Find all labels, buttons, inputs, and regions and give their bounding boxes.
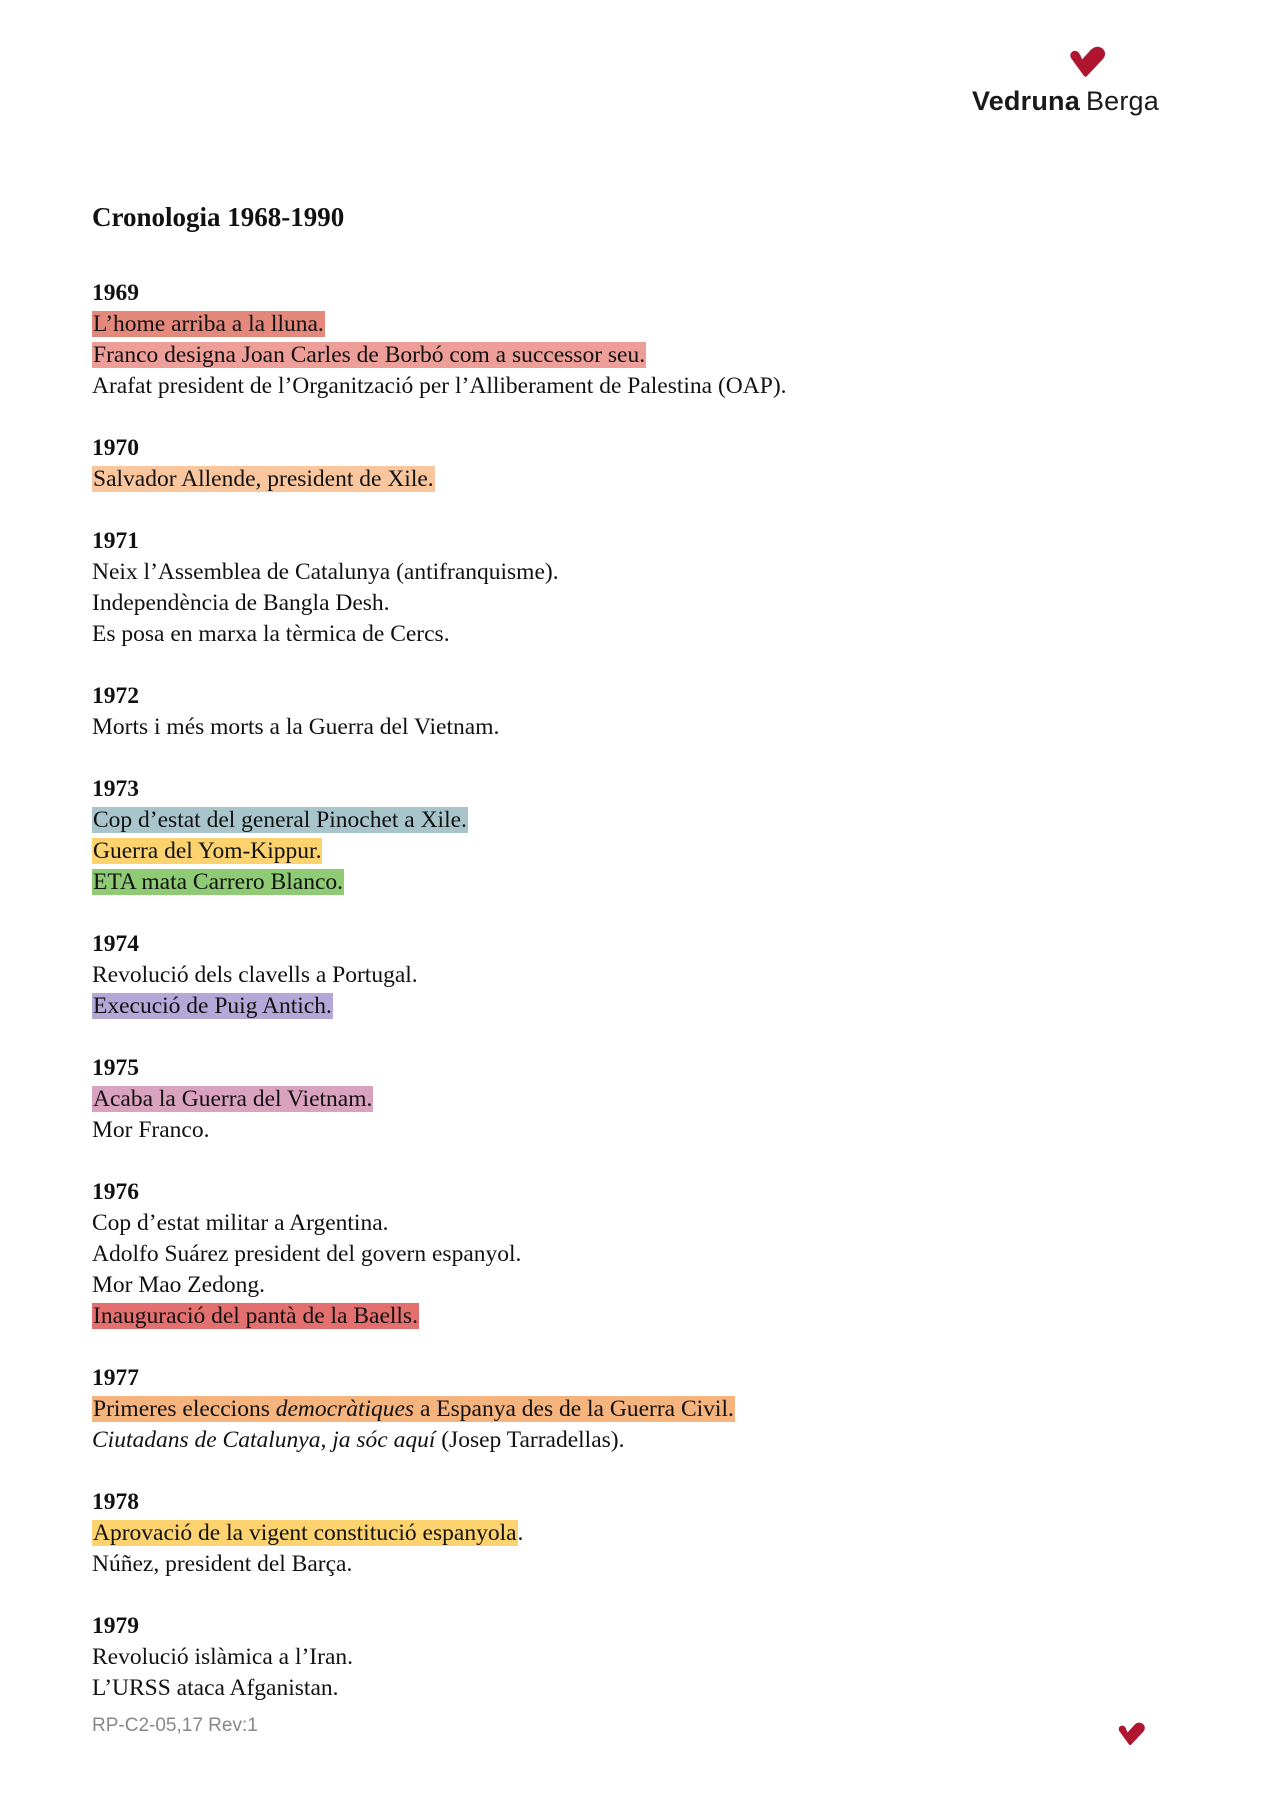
timeline-event (92, 1301, 1192, 1332)
year-heading: 1973 (92, 776, 139, 802)
highlighted-text (92, 869, 344, 895)
timeline-event (92, 991, 1192, 1022)
year-heading: 1978 (92, 1489, 139, 1515)
timeline-event (92, 371, 1192, 402)
event-text (92, 559, 559, 585)
year-heading: 1972 (92, 683, 139, 709)
year-heading: 1969 (92, 280, 139, 306)
text-run: Neix l’Assemblea de Catalunya (antifranquisme). (92, 559, 559, 585)
highlighted-text (92, 311, 325, 337)
highlighted-text (92, 1086, 373, 1112)
text-run: Cop d’estat del general Pinochet a Xile. (93, 807, 467, 833)
timeline-event (92, 619, 1192, 650)
year-block (92, 774, 1192, 898)
text-run: L’home arriba a la lluna. (93, 311, 324, 337)
text-run: Arafat president de l’Organització per l’Alliberament de Palestina (OAP). (92, 373, 787, 399)
timeline-event (92, 1549, 1192, 1580)
timeline-event (92, 1239, 1192, 1270)
event-text (92, 590, 390, 616)
text-run: Guerra del Yom-Kippur. (93, 838, 322, 864)
text-run: Cop d’estat militar a Argentina. (92, 1210, 389, 1236)
highlighted-text (92, 1303, 419, 1329)
text-run: (Josep Tarradellas). (435, 1427, 625, 1453)
year-block (92, 433, 1192, 495)
text-run: Franco designa Joan Carles de Borbó com a successor seu. (93, 342, 646, 368)
event-text (92, 1644, 353, 1670)
year-heading: 1975 (92, 1055, 139, 1081)
page-title: Cronologia 1968-1990 (92, 202, 345, 232)
text-run: Mor Mao Zedong. (92, 1272, 265, 1298)
text-run: Morts i més morts a la Guerra del Vietnam. (92, 714, 500, 740)
timeline (92, 278, 1192, 1735)
text-run: Salvador Allende, president de Xile. (93, 466, 434, 492)
event-text (92, 1427, 624, 1453)
text-run: ETA mata Carrero Blanco. (93, 869, 343, 895)
year-block (92, 278, 1192, 402)
highlighted-text (92, 466, 435, 492)
timeline-event (92, 1394, 1192, 1425)
event-text (92, 373, 787, 399)
year-block (92, 929, 1192, 1022)
timeline-event (92, 309, 1192, 340)
text-run: Independència de Bangla Desh. (92, 590, 390, 616)
timeline-event (92, 1425, 1192, 1456)
highlighted-text (92, 342, 646, 368)
event-text (92, 1551, 352, 1577)
highlighted-text (92, 993, 333, 1019)
footer-revision-code: RP-C2-05,17 Rev:1 (92, 1715, 258, 1736)
text-run: Aprovació de la vigent constitució espanyola (93, 1520, 517, 1546)
italic-text: democràtiques (275, 1396, 415, 1422)
timeline-event (92, 340, 1192, 371)
year-block (92, 681, 1192, 743)
text-suffix: . (517, 1520, 524, 1546)
year-heading: 1979 (92, 1613, 139, 1639)
text-run: a Espanya des de la Guerra Civil. (414, 1396, 734, 1422)
italic-text: Ciutadans de Catalunya, ja sóc aquí (92, 1427, 436, 1453)
timeline-event (92, 836, 1192, 867)
timeline-event (92, 1084, 1192, 1115)
logo-text (972, 86, 1159, 117)
timeline-event (92, 1115, 1192, 1146)
event-text (92, 714, 499, 740)
event-text (92, 1241, 521, 1267)
text-run: Primeres eleccions (93, 1396, 276, 1422)
text-run: Revolució dels clavells a Portugal. (92, 962, 418, 988)
logo-text-light: Berga (1085, 86, 1159, 116)
heart-check-icon (1067, 46, 1109, 78)
event-text (92, 1117, 209, 1143)
year-heading: 1976 (92, 1179, 139, 1205)
year-block (92, 1363, 1192, 1456)
year-heading: 1974 (92, 931, 139, 957)
highlighted-text (92, 1520, 518, 1546)
timeline-event (92, 867, 1192, 898)
year-block (92, 526, 1192, 650)
timeline-event (92, 1673, 1192, 1704)
event-text (92, 1272, 265, 1298)
text-run: Es posa en marxa la tèrmica de Cercs. (92, 621, 450, 647)
timeline-event (92, 805, 1192, 836)
vedruna-berga-logo (972, 46, 1162, 118)
timeline-event (92, 588, 1192, 619)
year-block (92, 1177, 1192, 1332)
text-run: L’URSS ataca Afganistan. (92, 1675, 339, 1701)
year-block (92, 1053, 1192, 1146)
heart-check-icon (1116, 1722, 1148, 1746)
year-heading: 1977 (92, 1365, 139, 1391)
timeline-event (92, 1208, 1192, 1239)
timeline-event (92, 1518, 1192, 1549)
highlighted-text (92, 807, 468, 833)
text-run: Revolució islàmica a l’Iran. (92, 1644, 354, 1670)
timeline-event (92, 464, 1192, 495)
timeline-event (92, 1642, 1192, 1673)
event-text (92, 1210, 389, 1236)
timeline-event (92, 1270, 1192, 1301)
text-run: Adolfo Suárez president del govern espanyol. (92, 1241, 522, 1267)
text-run: Núñez, president del Barça. (92, 1551, 353, 1577)
timeline-event (92, 712, 1192, 743)
text-run: Inauguració del pantà de la Baells. (93, 1303, 418, 1329)
text-run: Acaba la Guerra del Vietnam. (93, 1086, 373, 1112)
year-heading: 1970 (92, 435, 139, 461)
event-text (92, 962, 418, 988)
timeline-event (92, 960, 1192, 991)
event-text (92, 1675, 339, 1701)
event-text (92, 621, 450, 647)
year-heading: 1971 (92, 528, 139, 554)
text-run: Execució de Puig Antich. (93, 993, 332, 1019)
logo-text-bold: Vedruna (972, 86, 1080, 116)
year-block (92, 1487, 1192, 1580)
highlighted-text (92, 838, 322, 864)
year-block (92, 1611, 1192, 1704)
timeline-event (92, 557, 1192, 588)
highlighted-text (92, 1396, 735, 1422)
text-run: Mor Franco. (92, 1117, 210, 1143)
